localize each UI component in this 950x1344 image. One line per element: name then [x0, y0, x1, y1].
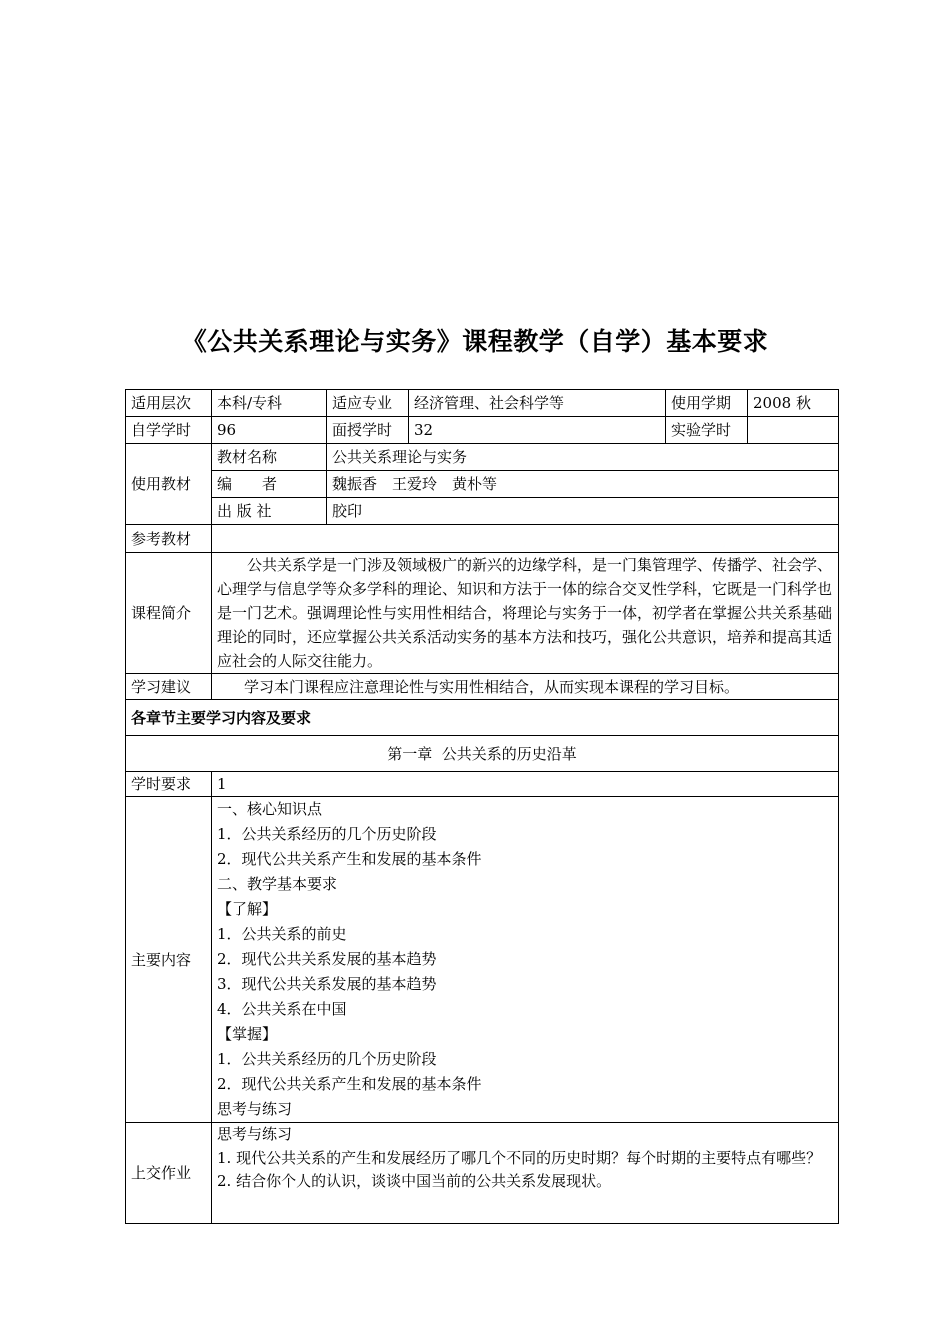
lecture-hours-value: 32 [409, 417, 666, 444]
chapter-title-row [126, 736, 839, 772]
chapter-content-label: 主要内容 [126, 797, 212, 1123]
lab-hours-value [748, 417, 839, 444]
content-line: 1．公共关系的前史 [217, 925, 347, 943]
content-line: 2．现代公共关系产生和发展的基本条件 [217, 1075, 482, 1093]
content-line: 【掌握】 [217, 1025, 278, 1043]
reference-value [212, 525, 839, 553]
semester-value: 2008 秋 [748, 390, 839, 417]
content-line: 1．公共关系经历的几个历史阶段 [217, 1050, 437, 1068]
textbook-name-value: 公共关系理论与实务 [327, 444, 839, 471]
content-line: 3．现代公共关系发展的基本趋势 [217, 975, 437, 993]
textbook-publisher-value: 胶印 [327, 498, 839, 525]
chapter-hours-label: 学时要求 [126, 772, 212, 797]
textbook-name-label: 教材名称 [212, 444, 327, 471]
textbook-label: 使用教材 [126, 444, 212, 525]
content-line: 1．公共关系经历的几个历史阶段 [217, 825, 437, 843]
textbook-row-name [126, 444, 839, 471]
textbook-publisher-label: 出 版 社 [212, 498, 327, 525]
homework-line: 1. 现代公共关系的产生和发展经历了哪几个不同的历史时期？每个时期的主要特点有哪些？ [217, 1148, 822, 1167]
chapter-content [212, 797, 839, 1123]
advice-row [126, 674, 839, 700]
advice-label: 学习建议 [126, 674, 212, 700]
lab-hours-label: 实验学时 [666, 417, 748, 444]
textbook-row-editor [126, 471, 839, 498]
content-line: 一、核心知识点 [217, 800, 323, 818]
major-label: 适应专业 [327, 390, 409, 417]
intro-text: 公共关系学是一门涉及领域极广的新兴的边缘学科，是一门集管理学、传播学、社会学、心理学与信息学等众多学科的理论、知识和方法于一体的综合交叉性学科，它既是一门科学也是一门艺术。强调理论性与实用性相结合，将理论与实务于一体，初学者在掌握公共关系基础理论的同时，还应掌握公共关系活动实务的基本方法和技巧，强化公共意识，培养和提高其适应社会的人际交往能力。 [212, 553, 839, 674]
chapter-hours-value: 1 [212, 772, 839, 797]
content-line: 4．公共关系在中国 [217, 1000, 347, 1018]
chapter-title: 第一章 公共关系的历史沿革 [126, 736, 839, 772]
level-value: 本科/专科 [212, 390, 327, 417]
section-heading: 各章节主要学习内容及要求 [126, 700, 839, 736]
course-requirements-table [125, 389, 839, 1224]
textbook-editor-label: 编 者 [212, 471, 327, 498]
content-line: 思考与练习 [217, 1100, 293, 1118]
level-label: 适用层次 [126, 390, 212, 417]
homework-row [126, 1123, 839, 1224]
semester-label: 使用学期 [666, 390, 748, 417]
reference-row [126, 525, 839, 553]
content-line: 二、教学基本要求 [217, 875, 338, 893]
self-hours-value: 96 [212, 417, 327, 444]
intro-row [126, 553, 839, 674]
homework-label: 上交作业 [126, 1123, 212, 1224]
content-line: 2．现代公共关系产生和发展的基本条件 [217, 850, 482, 868]
chapter-content-row [126, 797, 839, 1123]
homework-content [212, 1123, 839, 1224]
self-hours-label: 自学学时 [126, 417, 212, 444]
homework-line: 思考与练习 [217, 1125, 293, 1143]
page-title: 《公共关系理论与实务》课程教学（自学）基本要求 [181, 327, 769, 356]
info-row-1 [126, 390, 839, 417]
content-line: 2．现代公共关系发展的基本趋势 [217, 950, 437, 968]
advice-text: 学习本门课程应注意理论性与实用性相结合，从而实现本课程的学习目标。 [212, 674, 839, 700]
major-value: 经济管理、社会科学等 [409, 390, 666, 417]
lecture-hours-label: 面授学时 [327, 417, 409, 444]
chapter-hours-row [126, 772, 839, 797]
content-line: 【了解】 [217, 900, 278, 918]
textbook-editor-value: 魏振香 王爱玲 黄朴等 [327, 471, 839, 498]
info-row-2 [126, 417, 839, 444]
intro-label: 课程简介 [126, 553, 212, 674]
homework-line: 2. 结合你个人的认识，谈谈中国当前的公共关系发展现状。 [217, 1172, 612, 1190]
section-heading-row [126, 700, 839, 736]
reference-label: 参考教材 [126, 525, 212, 553]
textbook-row-publisher [126, 498, 839, 525]
